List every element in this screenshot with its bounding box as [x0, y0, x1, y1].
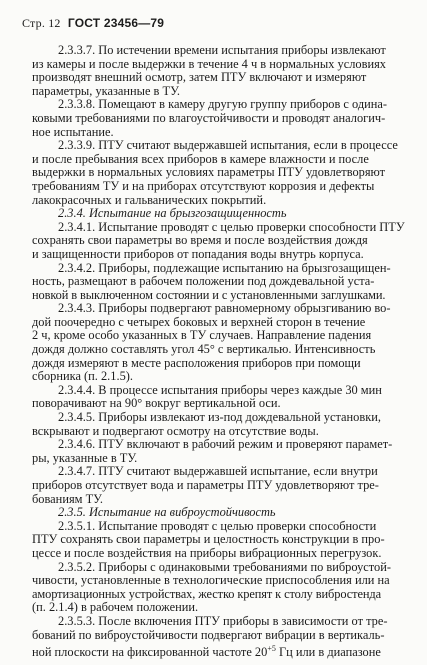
text-line: 2.3.4.7. ПТУ считают выдержавшей испытание, если внутри: [58, 464, 378, 479]
text-line: дой поочередно с четырех боковых и верхней сторон в течение: [32, 314, 366, 329]
text-fragment: ной плоскости на фиксированной частоте 20: [32, 645, 268, 660]
paragraph-2-3-5-1: [32, 520, 402, 561]
text-line: бований по виброустойчивости подвергают вибрации в вертикаль-: [32, 627, 385, 642]
paragraph-2-3-3-8: [32, 98, 402, 139]
text-line: [32, 642, 402, 660]
text-line: дождя должно составлять угол 45° с вертикалью. Интенсивность: [32, 342, 376, 357]
paragraph-2-3-4-4: [32, 384, 402, 411]
text-line: ность, размещают в рабочем положении под дождевальной уста-: [32, 274, 375, 289]
section-heading-text: [58, 506, 402, 520]
text-line: лакокрасочных и гальванических покрытий.: [32, 192, 267, 207]
text-line: (п. 2.1.4) в рабочем положении.: [32, 600, 199, 615]
paragraph-2-3-4-3: [32, 302, 402, 384]
text-line: 2.3.4.5. Приборы извлекают из-под дождевальной установки,: [58, 410, 381, 425]
paragraph-2-3-4-7: [32, 465, 402, 506]
section-heading-text: [58, 207, 402, 221]
text-line: бованиям ТУ.: [32, 491, 104, 506]
paragraph-2-3-4-6: [32, 438, 402, 465]
text-line: производят внешний осмотр, затем ПТУ включают и измеряют: [32, 70, 367, 85]
text-line: 2.3.3.8. Помещают в камеру другую группу приборов с одина-: [58, 97, 388, 112]
paragraph-2-3-3-9: [32, 139, 402, 207]
text-line: и защищенности приборов от попадания воды внутрь корпуса.: [32, 246, 364, 261]
text-line: ковыми требованиями по влагоустойчивости и проводят аналогич-: [32, 110, 386, 125]
text-line: чивости, установленные в технологические приспособления или на: [32, 573, 390, 588]
paragraph-2-3-5-2: [32, 561, 402, 615]
text-line: 2.3.5.2. Приборы с одинаковыми требованиями по виброустой-: [58, 559, 391, 574]
text-line: приборов отсутствует вода и параметры ПТУ удовлетворяют тре-: [32, 478, 379, 492]
text-line: 2.3.4.3. Приборы подвергают равномерному обрызгиванию во-: [58, 301, 391, 316]
text-line: параметры, указанные в ТУ.: [32, 83, 180, 98]
page-header: [22, 16, 164, 31]
standard-designation: ГОСТ 23456—79: [67, 16, 165, 30]
text-line: ПТУ сохранять свои параметры и целостность конструкции в про-: [32, 532, 385, 547]
text-line: ное испытание.: [32, 124, 114, 139]
text-line: амортизационных устройствах, жестко крепят к столу вибростенда: [32, 586, 381, 601]
text-line: из камеры и после выдержки в течение 4 ч в нормальных условиях: [32, 56, 386, 71]
text-line: дождя измеряют в месте расположения приборов при помощи: [32, 355, 361, 370]
paragraph-2-3-4-1: [32, 219, 405, 262]
section-heading-2-3-5: [32, 506, 402, 520]
text-line: цессе и после воздействия на приборы вибрационных перегрузок.: [32, 545, 382, 560]
text-line: 2.3.4.2. Приборы, подлежащие испытанию на брызгозащищен-: [58, 260, 391, 275]
text-line: 2.3.5.1. Испытание проводят с целью проверки способности: [58, 518, 377, 533]
text-line: 2.3.4.6. ПТУ включают в рабочий режим и проверяют парамет-: [58, 437, 393, 452]
section-heading-italic: 2.3.5. Испытание на виброустойчивость: [58, 505, 276, 520]
text-line: 2.3.4.4. В процессе испытания приборы через каждые 30 мин: [58, 382, 382, 397]
paragraph-2-3-3-7: [32, 44, 402, 98]
text-fragment: Гц или в диапазоне: [275, 645, 381, 660]
text-line: 2.3.5.3. После включения ПТУ приборы в зависимости от тре-: [58, 613, 388, 628]
paragraph-2-3-4-2: [32, 262, 402, 303]
text-line: требованиям ТУ и на приборах отсутствуют коррозия и дефекты: [32, 178, 375, 193]
text-line: 2 ч, кроме особо указанных в ТУ случаев. Направление падения: [32, 328, 372, 343]
section-heading-2-3-4: [32, 207, 402, 221]
document-body: [32, 43, 405, 660]
text-line: выдержки в нормальных условиях параметры ПТУ удовлетворяют: [32, 165, 386, 180]
text-line: и после пребывания всех приборов в камере влажности и после: [32, 151, 369, 166]
text-line: 2.3.4.1. Испытание проводят с целью проверки способности ПТУ: [58, 219, 405, 234]
text-line: сохранять свои параметры во время и после воздействия дождя: [32, 233, 368, 248]
paragraph-2-3-4-5: [32, 411, 402, 438]
paragraph-2-3-5-3: [32, 615, 402, 660]
text-line: сборника (п. 2.1.5).: [32, 369, 133, 384]
section-heading-italic: 2.3.4. Испытание на брызгозащищенность: [58, 206, 287, 221]
text-line: 2.3.3.9. ПТУ считают выдержавшей испытания, если в процессе: [58, 138, 398, 153]
page-number: Стр. 12: [22, 16, 61, 30]
text-line: вскрывают и подвергают осмотру на отсутствие воды.: [32, 423, 319, 438]
text-line: поворачивают на 90° вокруг вертикальной оси.: [32, 396, 281, 411]
superscript-tolerance: +5: [267, 644, 276, 654]
text-line: ры, указанные в ТУ.: [32, 450, 138, 465]
text-line: новкой в выключенном состоянии и с установленными заглушками.: [32, 287, 386, 302]
text-line: 2.3.3.7. По истечении времени испытания приборы извлекают: [58, 43, 386, 57]
